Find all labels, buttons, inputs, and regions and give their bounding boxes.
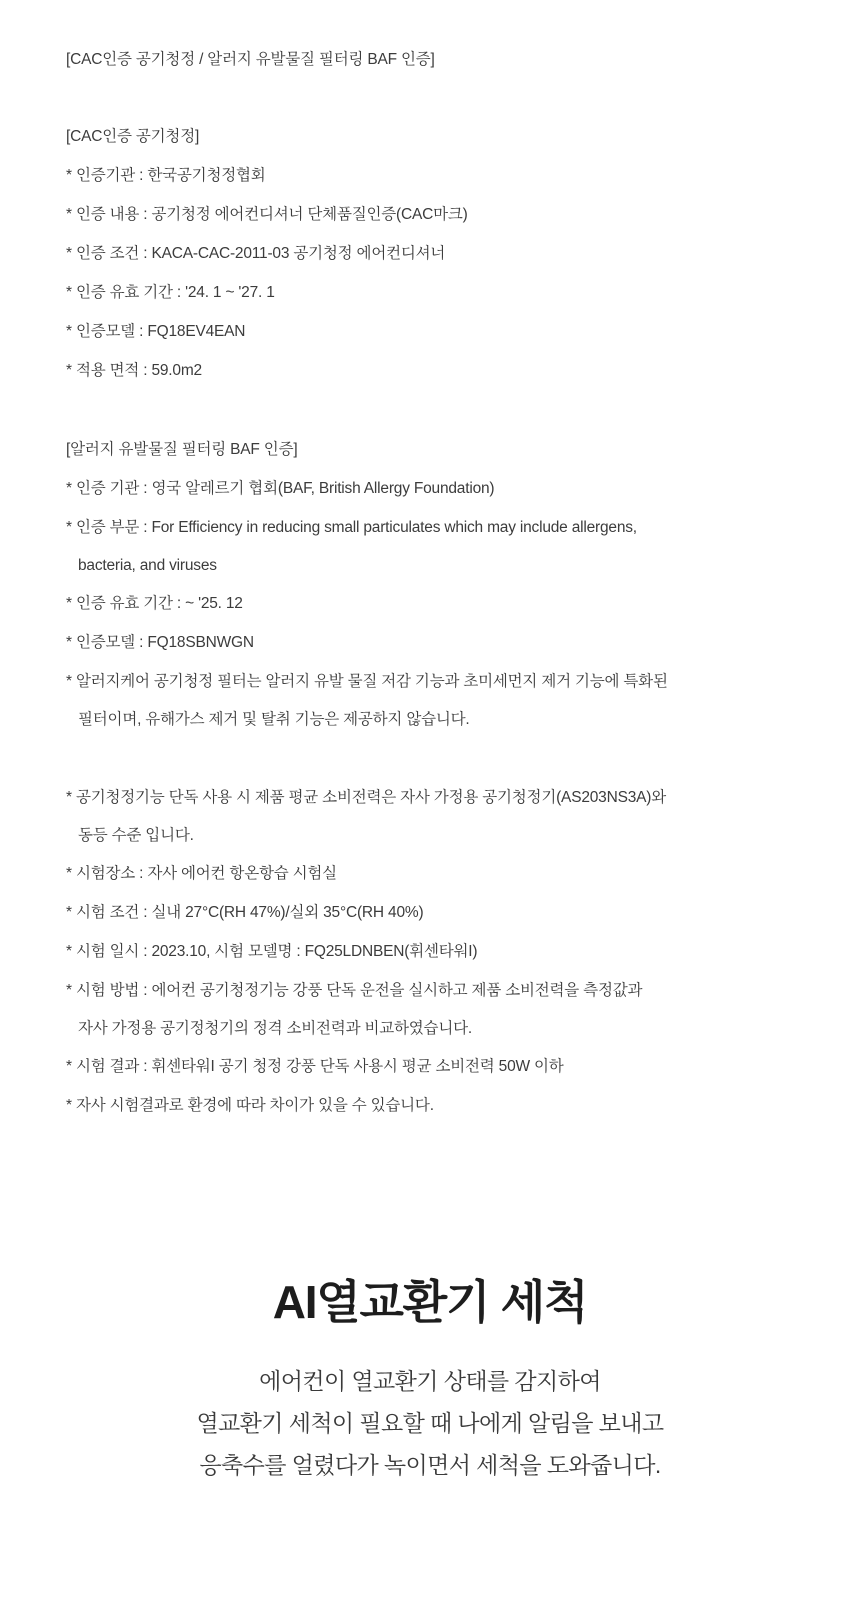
baf-title: [66, 430, 806, 469]
cac-line-text: * 인증 조건 : KACA-CAC-2011-03 공기청정 에어컨디셔너: [66, 244, 446, 262]
baf-line: [66, 662, 806, 701]
test-line: [66, 1086, 806, 1125]
cac-line: [66, 156, 806, 195]
baf-line-text: bacteria, and viruses: [78, 556, 217, 574]
spec-heading-text: [CAC인증 공기청정 / 알러지 유발물질 필터링 BAF 인증]: [66, 50, 435, 68]
cac-line: [66, 234, 806, 273]
baf-line-text: 필터이며, 유해가스 제거 및 탈취 기능은 제공하지 않습니다.: [78, 710, 470, 728]
test-line-text: * 시험 방법 : 에어컨 공기청정기능 강풍 단독 운전을 실시하고 제품 소비전력을 측정값과: [66, 981, 643, 999]
test-line-text: 자사 가정용 공기정청기의 정격 소비전력과 비교하였습니다.: [78, 1019, 472, 1037]
cac-line-text: * 인증기관 : 한국공기청정협회: [66, 166, 266, 184]
test-condition-group: [66, 778, 806, 1125]
baf-line: [66, 584, 806, 623]
cac-certification-group: [66, 117, 806, 390]
spacer: [66, 79, 806, 117]
cac-line-text: * 인증 내용 : 공기청정 에어컨디셔너 단체품질인증(CAC마크): [66, 205, 468, 223]
baf-line-continuation: [66, 701, 806, 738]
test-line-text: * 시험 결과 : 휘센타워I 공기 청정 강풍 단독 사용시 평균 소비전력 50W 이하: [66, 1057, 564, 1075]
test-line-text: * 시험장소 : 자사 에어컨 항온항습 시험실: [66, 864, 337, 882]
baf-line: [66, 508, 806, 547]
baf-line: [66, 623, 806, 662]
baf-line-text: * 인증 부문 : For Efficiency in reducing small particulates which may include allergens,: [66, 518, 637, 536]
certification-spec-block: [66, 40, 806, 1125]
hero-subtitle-line: 에어컨이 열교환기 상태를 감지하여: [259, 1368, 601, 1395]
hero-subtitle: [0, 1360, 860, 1486]
baf-title-text: [알러지 유발물질 필터링 BAF 인증]: [66, 440, 298, 458]
test-line-text: * 시험 조건 : 실내 27°C(RH 47%)/실외 35°C(RH 40%): [66, 903, 424, 921]
baf-line-text: * 인증모델 : FQ18SBNWGN: [66, 633, 254, 651]
cac-title-text: [CAC인증 공기청정]: [66, 127, 200, 145]
baf-certification-group: [66, 430, 806, 738]
test-line: [66, 893, 806, 932]
test-line-text: * 시험 일시 : 2023.10, 시험 모델명 : FQ25LDNBEN(휘센타워I): [66, 942, 478, 960]
baf-line-continuation: [66, 547, 806, 584]
page-title: AI열교환기 세척: [272, 1276, 588, 1328]
cac-title: [66, 117, 806, 156]
baf-line: [66, 469, 806, 508]
test-line-continuation: [66, 817, 806, 854]
cac-line: [66, 195, 806, 234]
test-line-continuation: [66, 1010, 806, 1047]
test-line: [66, 1047, 806, 1086]
cac-line: [66, 351, 806, 390]
test-line-text: 동등 수준 입니다.: [78, 826, 194, 844]
cac-line-text: * 인증모델 : FQ18EV4EAN: [66, 322, 246, 340]
spacer: [66, 390, 806, 430]
hero-subtitle-line: 열교환기 세척이 필요할 때 나에게 알림을 보내고: [196, 1410, 664, 1437]
baf-line-text: * 인증 기관 : 영국 알레르기 협회(BAF, British Allergy Foundation): [66, 479, 495, 497]
test-line: [66, 778, 806, 817]
baf-line-text: * 알러지케어 공기청정 필터는 알러지 유발 물질 저감 기능과 초미세먼지 제거 기능에 특화된: [66, 672, 668, 690]
hero-subtitle-line: 응축수를 얼렸다가 녹이면서 세척을 도와줍니다.: [199, 1452, 661, 1479]
cac-line-text: * 적용 면적 : 59.0m2: [66, 361, 202, 379]
cac-line: [66, 273, 806, 312]
spacer: [66, 738, 806, 778]
cac-line: [66, 312, 806, 351]
baf-line-text: * 인증 유효 기간 : ~ '25. 12: [66, 594, 243, 612]
test-line-text: * 자사 시험결과로 환경에 따라 차이가 있을 수 있습니다.: [66, 1096, 434, 1114]
hero-section: [0, 1275, 860, 1486]
spec-heading: [66, 40, 806, 79]
test-line-text: * 공기청정기능 단독 사용 시 제품 평균 소비전력은 자사 가정용 공기청정기(AS203NS3A)와: [66, 788, 667, 806]
test-line: [66, 932, 806, 971]
test-line: [66, 971, 806, 1010]
cac-line-text: * 인증 유효 기간 : '24. 1 ~ '27. 1: [66, 283, 275, 301]
test-line: [66, 854, 806, 893]
